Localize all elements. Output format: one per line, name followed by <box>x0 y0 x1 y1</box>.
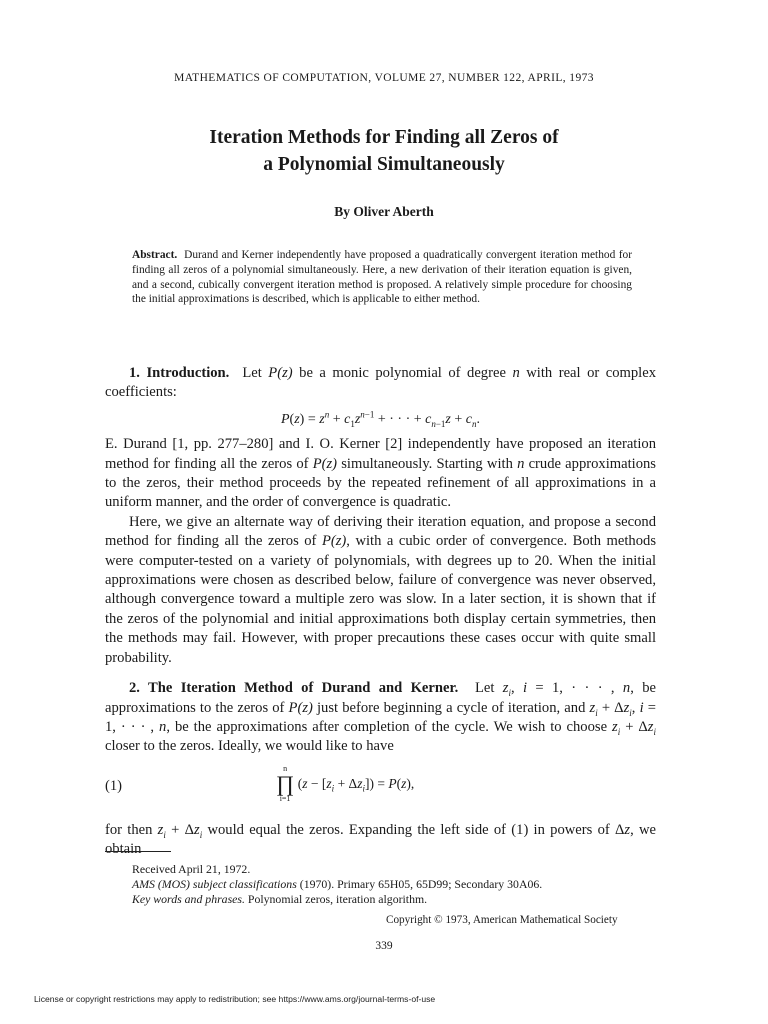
body-text <box>105 364 656 860</box>
intro-text-b: be a monic polynomial of degree <box>299 365 506 381</box>
section-2-title: 2. The Iteration Method of Durand and Kerner. <box>129 680 459 697</box>
equation-number: (1) <box>105 777 123 794</box>
page-number: 339 <box>375 940 393 952</box>
ams-label: AMS (MOS) subject classifications <box>132 877 297 891</box>
alternate-method-paragraph <box>105 513 656 668</box>
durand-kerner-paragraph <box>105 435 656 513</box>
math-n: n <box>517 455 525 472</box>
product-equation: n ∏ i=1 $(z - [z_i + \Delta z_i]) = P(z)$, <box>276 763 415 803</box>
para2-text-a: E. Durand [1, pp. 277–280] and I. O. Kerner [2] independently have proposed an iteration method for finding all the zeros of <box>105 436 656 472</box>
product-lower: i=1 <box>279 793 291 803</box>
math-Pz: P(z) <box>268 365 293 381</box>
section-2-paragraph: 2. The Iteration Method of Durand and Kerner. Let $z_i$, i = 1, · · · , n, be approximations to the zeros of P(z) just before beginning a cycle of iteration, and $z_i + \Delta z_i$, i = 1, · · · , n, be the approximations after completion of the cycle. We wish to choose $z_i + \Delta z_i$ closer to the zeros. Ideally, we would like to have <box>105 680 656 755</box>
equation-Pz: $P(z) = z^n + c_1z^{n-1}$ + · · · + $c_{n-1}z + c_n$. <box>280 409 480 429</box>
after-text-a: for then <box>105 821 153 838</box>
author: By Oliver Aberth <box>334 204 434 219</box>
math-Pz: P(z) <box>312 455 338 472</box>
product-upper: n <box>283 763 288 773</box>
license-notice: License or copyright restrictions may apply to redistribution; see https://www.ams.org/journal-terms-of-use <box>34 994 436 1004</box>
ams-classification <box>132 877 542 892</box>
sec2-text-e: closer to the zeros. Ideally, we would like to have <box>105 738 394 755</box>
ams-text: (1970). Primary 65H05, 65D99; Secondary 30A06. <box>296 877 543 891</box>
footnotes <box>132 862 542 907</box>
copyright: Copyright © 1973, American Mathematical Society <box>386 914 618 926</box>
sec2-text-b: be approximations to the zeros of <box>105 680 656 716</box>
journal-header: MATHEMATICS OF COMPUTATION, VOLUME 27, NUMBER 122, APRIL, 1973 <box>174 72 594 84</box>
paper-title <box>0 124 768 178</box>
para2-text-c: crude approximations to the zeros, their method proceeds by the repeated refinement of all approximations in a uniform manner, and the order of convergence is quadratic. <box>105 455 656 511</box>
title-line-2: a Polynomial Simultaneously <box>263 154 505 175</box>
intro-text-c: with real or complex coefficients: <box>105 365 657 401</box>
keywords <box>132 892 542 907</box>
expansion-paragraph: for then $z_i + \Delta z_i$ would equal the zeros. Expanding the left side of (1) in powers of Δz, we obtain <box>105 821 656 858</box>
sec2-text-d: be the approximations after completion of the cycle. We wish to choose <box>174 718 608 735</box>
math-n: n <box>512 365 520 381</box>
after-text-b: would equal the zeros. Expanding the left side of (1) in powers of <box>207 821 610 838</box>
footnote-rule <box>105 851 171 852</box>
keywords-text: Polynomial zeros, iteration algorithm. <box>244 892 428 906</box>
section-1-title: 1. Introduction. <box>129 365 230 381</box>
intro-paragraph <box>105 364 656 403</box>
abstract <box>132 248 632 307</box>
para2-text-b: simultaneously. Starting with <box>341 455 513 472</box>
product-symbol: ∏ <box>276 770 295 796</box>
equation-1 <box>105 765 656 811</box>
keywords-label: Key words and phrases. <box>132 892 245 906</box>
abstract-label: Abstract. <box>132 249 178 261</box>
after-text-c: , we obtain <box>105 821 656 858</box>
title-line-1: Iteration Methods for Finding all Zeros of <box>209 127 559 148</box>
product-operator <box>276 765 294 803</box>
math-Pz: P(z) <box>288 699 313 716</box>
para3-text-b: , with a cubic order of convergence. Both methods were computer-tested on a variety of polynomials, with degrees up to 20. When the initial approximations were chosen as described below, failure of convergence was never observed, although convergence toward a multiple zero was slow. In a later section, it is shown that if the zeros of the polynomial and initial approximations both display certain symmetries, then the methods may fail. However, with proper precautions these cases occur with quite small probability. <box>105 533 657 666</box>
received-date: Received April 21, 1972. <box>132 862 251 876</box>
para3-text-a: Here, we give an alternate way of deriving their iteration equation, and propose a second method for finding all the zeros of <box>105 513 656 550</box>
sec2-text-a: Let <box>474 680 495 697</box>
intro-text-a: Let <box>242 365 262 381</box>
abstract-text: Durand and Kerner independently have proposed a quadratically convergent iteration method for finding all zeros of a polynomial simultaneously. Here, a new derivation of their iteration equation is given, and a second, cubically convergent iteration method is proposed. A relatively simple procedure for choosing the initial approximations is described, which is applicable to either method. <box>132 249 632 306</box>
sec2-text-c: just before beginning a cycle of iteration, and <box>317 699 586 716</box>
math-Pz: P(z) <box>321 533 347 550</box>
